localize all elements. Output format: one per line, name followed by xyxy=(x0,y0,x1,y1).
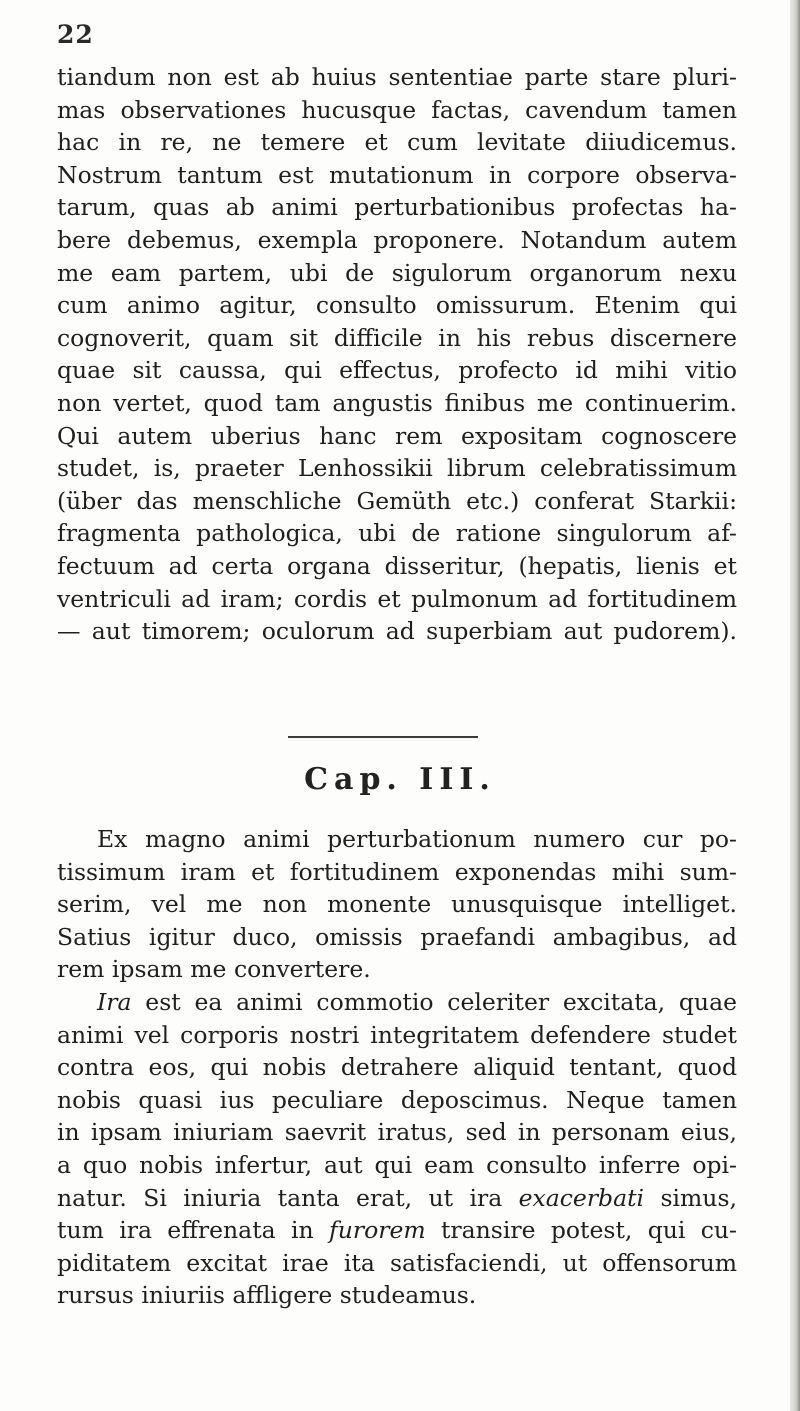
text-line: bere debemus, exempla proponere. Notandum autem xyxy=(57,225,737,254)
text-fragment: est ea animi commotio celeriter excitata, quae xyxy=(131,988,737,1016)
text-fragment: tum ira effrenata in xyxy=(57,1216,329,1245)
text-line: (über das menschliche Gemüth etc.) conferat Starkii: xyxy=(57,486,737,515)
text-line: Nostrum tantum est mutationum in corpore observa- xyxy=(57,160,737,189)
text-line: — aut timorem; oculorum ad superbiam aut pudorem). xyxy=(57,617,737,646)
text-line: Ex magno animi perturbationum numero cur po- xyxy=(97,825,737,853)
page-edge-shadow xyxy=(790,0,800,1411)
text-line: rursus iniuriis affligere studeamus. xyxy=(57,1281,477,1310)
text-line: tarum, quas ab animi perturbationibus profectas ha- xyxy=(57,193,737,222)
text-line: rem ipsam me convertere. xyxy=(57,955,371,984)
text-fragment: natur. Si iniuria tanta erat, ut ira xyxy=(57,1183,503,1212)
text-line: mas observationes hucusque factas, cavendum tamen xyxy=(57,95,737,124)
text-line: quae sit caussa, qui effectus, profecto id mihi vitio xyxy=(57,356,737,385)
text-line: studet, is, praeter Lenhossikii librum celebratissimum xyxy=(57,454,737,483)
text-line: serim, vel me non monente unusquisque intelliget. xyxy=(57,890,737,919)
text-line xyxy=(57,986,737,1019)
section-divider xyxy=(288,736,478,738)
text-line: animi vel corporis nostri integritatem defendere studet xyxy=(57,1020,737,1049)
text-line: hac in re, ne temere et cum levitate diiudicemus. xyxy=(57,128,737,157)
text-line: tissimum iram et fortitudinem exponendas mihi sum- xyxy=(57,857,737,886)
text-line: Satius igitur duco, omissis praefandi ambagibus, ad xyxy=(57,922,737,951)
text-line: piditatem excitat irae ita satisfaciendi, ut offensorum xyxy=(57,1248,737,1277)
text-line: fragmenta pathologica, ubi de ratione singulorum af- xyxy=(57,519,737,548)
text-line: a quo nobis infertur, aut qui eam consulto inferre opi- xyxy=(57,1150,737,1179)
italic-term: exacerbati xyxy=(518,1183,645,1212)
page-number: 22 xyxy=(57,20,94,49)
italic-term: Ira xyxy=(97,988,132,1016)
text-line: me eam partem, ubi de sigulorum organorum nexu xyxy=(57,258,737,287)
text-fragment: transire potest, qui cu- xyxy=(425,1216,737,1245)
paragraph-3 xyxy=(57,986,737,1312)
text-line: nobis quasi ius peculiare deposcimus. Neque tamen xyxy=(57,1085,737,1114)
chapter-heading: Cap. III. xyxy=(304,762,496,797)
text-line: in ipsam iniuriam saevrit iratus, sed in personam eius, xyxy=(57,1118,737,1147)
text-line: cognoverit, quam sit difficile in his rebus discernere xyxy=(57,323,737,352)
text-fragment: simus, xyxy=(644,1183,737,1212)
text-line: Qui autem uberius hanc rem expositam cognoscere xyxy=(57,421,737,450)
paragraph-2 xyxy=(57,823,737,986)
text-line xyxy=(57,1214,737,1247)
text-line: contra eos, qui nobis detrahere aliquid tentant, quod xyxy=(57,1053,737,1082)
paragraph-1 xyxy=(57,61,737,648)
text-line: non vertet, quod tam angustis finibus me continuerim. xyxy=(57,388,737,417)
text-line: cum animo agitur, consulto omissurum. Etenim qui xyxy=(57,291,737,320)
italic-term: furorem xyxy=(329,1216,426,1245)
text-line: tiandum non est ab huius sententiae parte stare pluri- xyxy=(57,63,737,91)
text-line xyxy=(57,1182,737,1215)
text-line: ventriculi ad iram; cordis et pulmonum ad fortitudinem xyxy=(57,584,737,613)
text-line: fectuum ad certa organa disseritur, (hepatis, lienis et xyxy=(57,551,737,580)
